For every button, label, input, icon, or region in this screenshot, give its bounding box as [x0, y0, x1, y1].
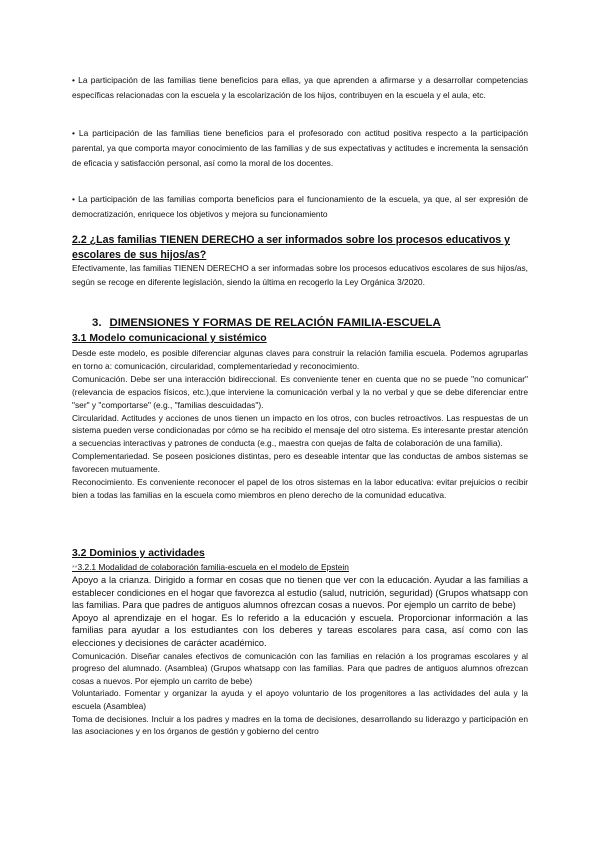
- paragraph-circularidad: Circularidad. Actitudes y acciones de unos tienen un impacto en los otros, con bucles retroactivos. Las respuestas de un sistema pueden verse condicionadas por cómo se ha recibido el mensaje del otro sistema. Es interesante prestar atención a secuencias interactivas y patrones de conducta (e.g., maestra con quejas de falta de colaboración de una familia).: [72, 412, 528, 449]
- section-3-1-body: [72, 347, 528, 502]
- section-3-2-heading: 3.2 Dominios y actividades: [72, 548, 205, 559]
- paragraph-comunicacion-epstein: Comunicación. Diseñar canales efectivos de comunicación con las familias en relación a los programas escolares y al progreso del alumnado. (Asamblea) (Grupos whatsapp con las familias. Para que padres de antiguos alumnos ofrezcan cosas a nuevos. Por ejemplo un carrito de bebe): [72, 650, 528, 686]
- section-2-2-heading: 2.2 ¿Las familias TIENEN DERECHO a ser informados sobre los procesos educativos y escolares de sus hijos/as?: [72, 234, 511, 261]
- bullet-families-benefits: • La participación de las familias tiene beneficios para ellas, ya que aprenden a afirmarse y a desarrollar competencias específicas relacionadas con la escuela y la escolarización de los hijos, contribuyen en la escuela y el aula, etc.: [72, 75, 528, 100]
- paragraph-voluntariado: Voluntariado. Fomentar y organizar la ayuda y el apoyo voluntario de los progenitores a las actividades del aula y la escuela (Asamblea): [72, 688, 528, 711]
- asterisk-marker: **: [72, 565, 78, 572]
- paragraph-intro: Desde este modelo, es posible diferenciar algunas claves para construir la relación familia escuela. Podemos agruparlas en torno a: comunicación, circularidad, complementariedad y reconocimiento.: [72, 348, 528, 371]
- bullet-teachers-benefits: • La participación de las familias tiene beneficios para el profesorado con actitud positiva respecto a la participación parental, ya que comporta mayor conocimiento de las familias y de sus expectativas y actitudes e incrementa la sensación de eficacia y satisfacción personal, así como la moral de los docentes.: [72, 128, 528, 168]
- paragraph-toma-decisiones: Toma de decisiones. Incluir a los padres y madres en la toma de decisiones, desarrollando su liderazgo y participación en las asociaciones y en los órganos de gestión y gobierno del centro: [72, 713, 528, 737]
- paragraph-reconocimiento: Reconocimiento. Es conveniente reconocer el papel de los otros sistemas en la labor educativa: evitar prejuicios o recibir bien a todas las familias en la escuela como miembros en pleno derecho de la comunidad educativa.: [72, 477, 528, 500]
- section-3-title: DIMENSIONES Y FORMAS DE RELACIÓN FAMILIA-ESCUELA: [109, 317, 441, 329]
- section-3-heading: [92, 316, 441, 331]
- section-2-2-body: Efectivamente, las familias TIENEN DERECHO a ser informadas sobre los procesos educativos escolares de sus hijos/as, según se recoge en diferente legislación, siendo la última en recogerlo la Ley Orgánica 3/2020.: [72, 263, 528, 287]
- paragraph-apoyo-crianza: Apoyo a la crianza. Dirigido a formar en cosas que no tienen que ver con la educación. Ayudar a las familias a establecer condiciones en el hogar que favorezca al estudio (salud, nutrición, seguridad) (Grupos whatsapp con las familias. Para que padres de antiguos alumnos ofrezcan cosas a nuevos. Por ejemplo un carrito de bebe): [72, 575, 528, 611]
- paragraph-complementariedad: Complementariedad. Se poseen posiciones distintas, pero es deseable intentar que las conductas de ambos sistemas se favorecen mutuamente.: [72, 451, 528, 475]
- paragraph-comunicacion: Comunicación. Debe ser una interacción bidireccional. Es conveniente tener en cuenta que no se puede "no comunicar" (relevancia de espacios físicos, etc.),que interviene la comunicación verbal y la no verbal y que se debe diferenciar entre "ser" y "comportarse" (e.g., "familias descuidadas").: [72, 373, 528, 410]
- section-3-2-body: [72, 574, 528, 738]
- bullet-school-benefits: • La participación de las familias comporta beneficios para el funcionamiento de la escuela, ya que, al ser expresión de democratización, enriquece los objetivos y mejora su funcionamiento: [72, 194, 528, 219]
- section-3-2-1-title: 3.2.1 Modalidad de colaboración familia-escuela en el modelo de Epstein: [77, 562, 349, 572]
- section-3-1-heading: 3.1 Modelo comunicacional y sistémico: [72, 333, 267, 344]
- section-3-2-1-heading: [72, 561, 349, 575]
- section-3-number: 3.: [92, 317, 102, 329]
- paragraph-apoyo-aprendizaje: Apoyo al aprendizaje en el hogar. Es lo referido a la educación y escuela. Proporcionar información a las familias para ayudar a los estudiantes con los deberes y tareas escolares para casa, así como con las elecciones y decisiones de carácter académico.: [72, 612, 528, 648]
